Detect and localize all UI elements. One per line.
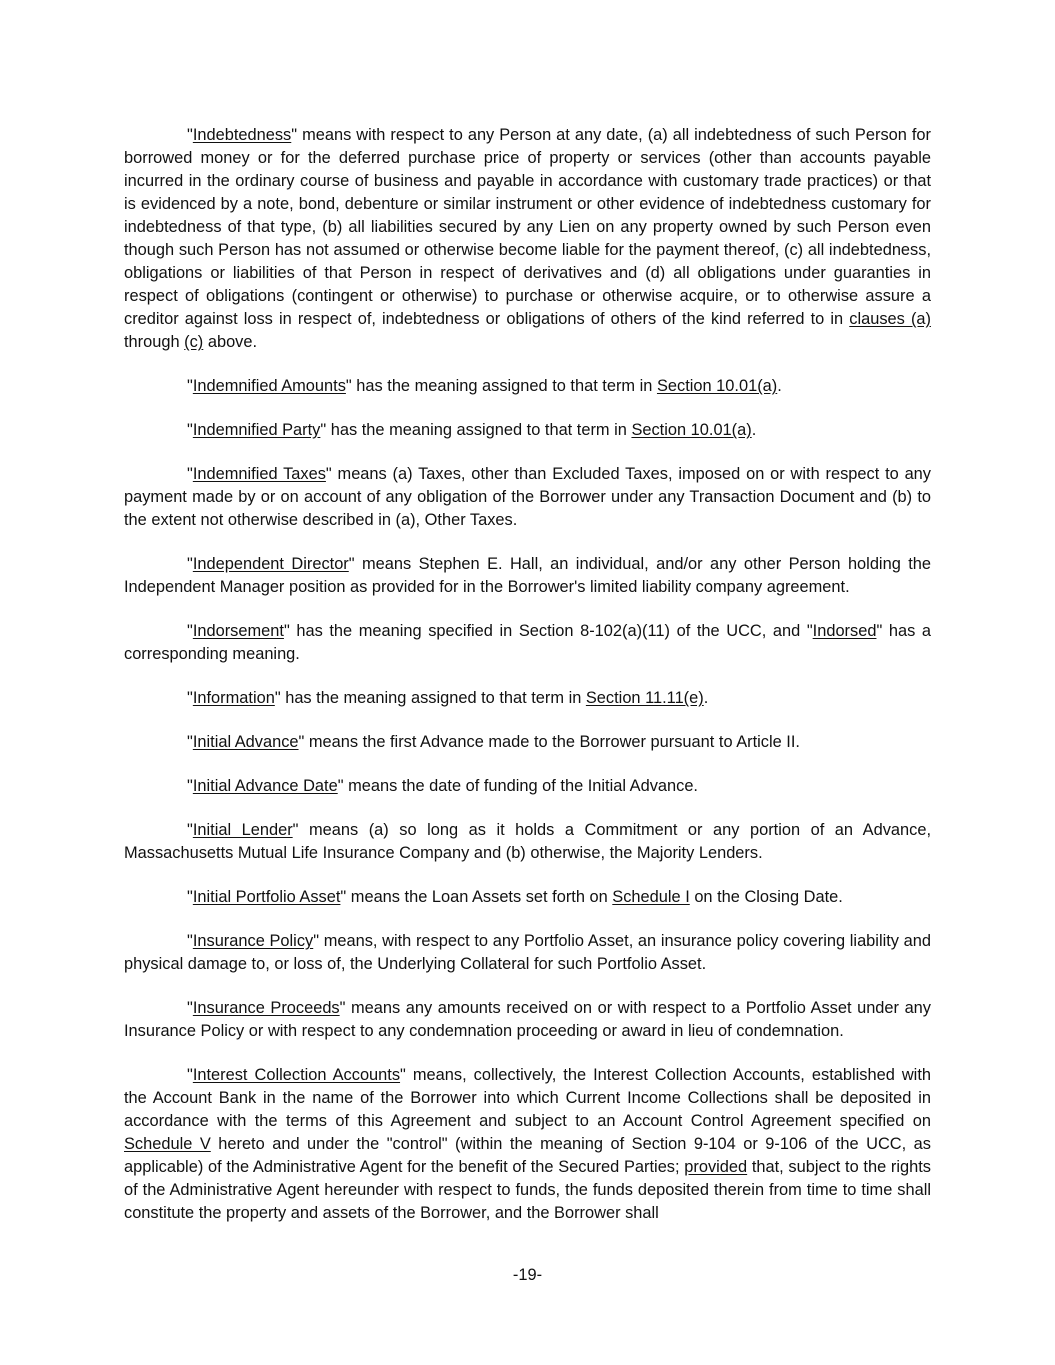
definition-text: on the Closing Date. <box>689 888 843 906</box>
definition-text: " means the Loan Assets set forth on <box>340 888 613 906</box>
definition-text: " means with respect to any Person at any date, (a) all indebtedness of such Person for borrowed money or for the deferred purchase price of property or services (other than accounts payable incurred in the ordinary course of business and payable in accordance with customary trade practices) or that is evidenced by a note, bond, debenture or similar instrument or other evidence of indebtedness customary for indebtedness of that type, (b) all liabilities secured by any Lien on any property owned by such Person even though such Person has not assumed or otherwise become liable for the payment thereof, (c) all indebtedness, obligations or liabilities of that Person in respect of derivatives and (d) all obligations under guaranties in respect of obligations (contingent or otherwise) to purchase or otherwise acquire, or to otherwise assure a creditor against loss in respect of, indebtedness or obligations of others of the kind referred to in <box>124 126 931 328</box>
definition-interest-collection-accounts <box>124 1064 931 1225</box>
definition-independent-director <box>124 553 931 599</box>
underlined-term: Interest Collection Accounts <box>192 1066 401 1084</box>
definition-text: " <box>187 126 193 144</box>
definition-insurance-proceeds <box>124 997 931 1043</box>
underlined-term: Section 11.11(e) <box>585 689 704 707</box>
underlined-term: Indebtedness <box>192 126 292 144</box>
definition-text: above. <box>203 333 258 351</box>
definition-text: " <box>187 888 193 906</box>
underlined-term: Insurance Proceeds <box>192 999 340 1017</box>
underlined-term: Initial Advance Date <box>192 777 338 795</box>
definition-text: " <box>187 777 193 795</box>
definition-text: " <box>187 421 193 439</box>
definition-text: " <box>187 689 193 707</box>
definition-text: " has a corresponding meaning. <box>124 622 931 663</box>
definition-text: " means any amounts received on or with respect to a Portfolio Asset under any Insurance Policy or with respect to any condemnation proceeding or award in lieu of condemnation. <box>124 999 931 1040</box>
underlined-term: Initial Lender <box>192 821 293 839</box>
underlined-term: Section 10.01(a) <box>631 421 752 439</box>
definition-initial-advance <box>124 731 931 754</box>
definition-text: through <box>124 333 185 351</box>
page-number: -19- <box>512 1266 543 1284</box>
definition-text: " <box>187 821 193 839</box>
definition-text: " <box>187 555 193 573</box>
document-page <box>124 124 931 1246</box>
definition-initial-lender <box>124 819 931 865</box>
definition-text: " has the meaning assigned to that term in <box>274 689 586 707</box>
definition-information <box>124 687 931 710</box>
definition-text: . <box>751 421 757 439</box>
definition-text: that, subject to the rights of the Administrative Agent hereunder with respect to funds, the funds deposited therein from time to time shall constitute the property and assets of the Borrower, and the Borrower shall <box>124 1158 931 1222</box>
underlined-term: Indemnified Taxes <box>192 465 326 483</box>
definition-indemnified-party <box>124 419 931 442</box>
underlined-term: (c) <box>184 333 204 351</box>
definition-text: " <box>187 733 193 751</box>
definition-text: " means, collectively, the Interest Collection Accounts, established with the Account Bank in the name of the Borrower into which Current Income Collections shall be deposited in accordance with the terms of this Agreement and subject to an Account Control Agreement specified on <box>124 1066 931 1130</box>
definition-initial-advance-date <box>124 775 931 798</box>
underlined-term: clauses (a) <box>849 310 931 328</box>
underlined-term: Indorsed <box>812 622 877 640</box>
underlined-term: Initial Advance <box>192 733 299 751</box>
definition-text: " means (a) so long as it holds a Commitment or any portion of an Advance, Massachusetts Mutual Life Insurance Company and (b) otherwise, the Majority Lenders. <box>124 821 931 862</box>
definition-text: " <box>187 465 193 483</box>
definition-text: " means the date of funding of the Initial Advance. <box>337 777 698 795</box>
definition-text: hereto and under the "control" (within the meaning of Section 9-104 or 9-106 of the UCC, as applicable) of the Administrative Agent for the benefit of the Secured Parties; <box>124 1135 931 1176</box>
underlined-term: Section 10.01(a) <box>656 377 778 395</box>
definition-text: " <box>187 1066 193 1084</box>
underlined-term: provided <box>684 1158 748 1176</box>
definition-indorsement <box>124 620 931 666</box>
underlined-term: Indemnified Amounts <box>192 377 346 395</box>
underlined-term: Initial Portfolio Asset <box>192 888 341 906</box>
underlined-term: Indemnified Party <box>192 421 321 439</box>
underlined-term: Independent Director <box>192 555 349 573</box>
definition-text: " means Stephen E. Hall, an individual, and/or any other Person holding the Independent Manager position as provided for in the Borrower's limited liability company agreement. <box>124 555 932 596</box>
underlined-term: Schedule I <box>612 888 690 906</box>
definition-insurance-policy <box>124 930 931 976</box>
definition-text: " means (a) Taxes, other than Excluded Taxes, imposed on or with respect to any payment made by or on account of any obligation of the Borrower under any Transaction Document and (b) to the extent not otherwise described in (a), Other Taxes. <box>124 465 931 529</box>
definition-text: " <box>187 622 193 640</box>
definition-text: . <box>777 377 782 395</box>
underlined-term: Indorsement <box>192 622 284 640</box>
underlined-term: Insurance Policy <box>192 932 314 950</box>
definition-text: " has the meaning assigned to that term in <box>320 421 632 439</box>
definition-text: " has the meaning assigned to that term in <box>345 377 657 395</box>
definition-text: " means, with respect to any Portfolio Asset, an insurance policy covering liability and physical damage to, or loss of, the Underlying Collateral for such Portfolio Asset. <box>124 932 931 973</box>
definition-text: " has the meaning specified in Section 8-102(a)(11) of the UCC, and " <box>283 622 813 640</box>
definition-text: " <box>187 932 193 950</box>
definition-initial-portfolio-asset <box>124 886 931 909</box>
definition-text: " <box>187 999 193 1017</box>
definition-indemnified-amounts <box>124 375 931 398</box>
definition-text: . <box>703 689 709 707</box>
definition-text: " <box>187 377 193 395</box>
underlined-term: Schedule V <box>124 1135 211 1153</box>
definition-indemnified-taxes <box>124 463 931 532</box>
underlined-term: Information <box>192 689 275 707</box>
definition-indebtedness <box>124 124 931 354</box>
definition-text: " means the first Advance made to the Borrower pursuant to Article II. <box>298 733 800 751</box>
